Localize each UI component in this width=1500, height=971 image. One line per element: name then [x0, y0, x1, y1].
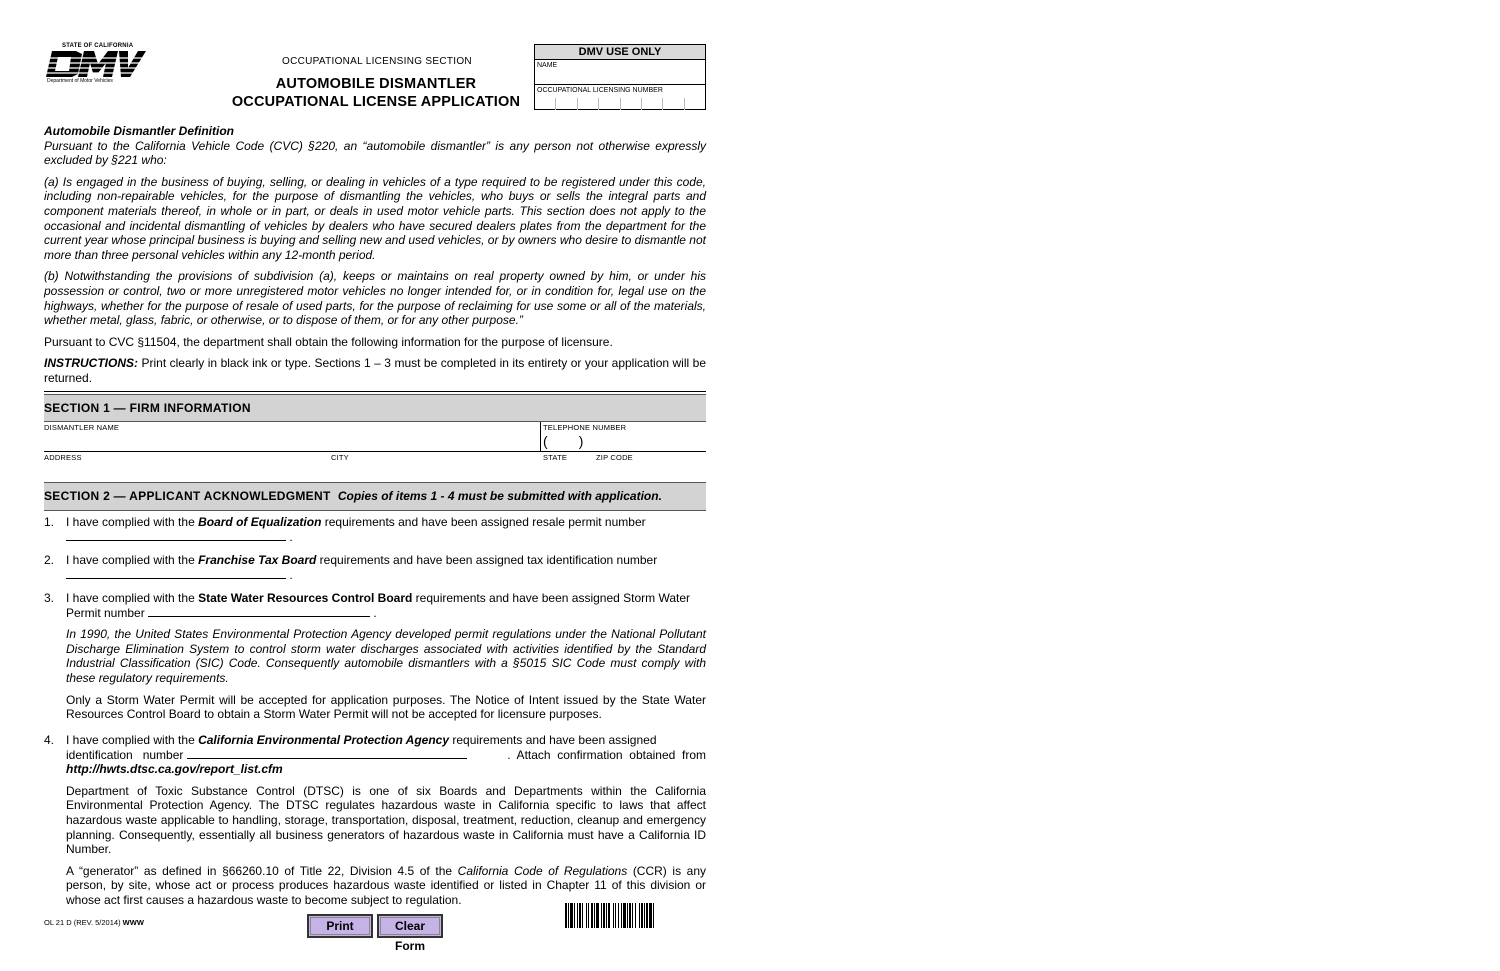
barcode-bar: [618, 903, 619, 928]
item-number: 4.: [44, 733, 55, 747]
item4-generator-note: [66, 864, 706, 908]
tax-id-input[interactable]: [66, 568, 286, 579]
item4-attach-text: . Attach confirmation obtained from: [507, 747, 706, 762]
section-heading: OCCUPATIONAL LICENSING SECTION: [282, 56, 472, 67]
item1-agency: Board of Equalization: [198, 515, 322, 529]
barcode-bar: [639, 903, 640, 928]
barcode-bar: [649, 903, 652, 928]
definition-para-b: (b) Notwithstanding the provisions of subdivision (a), keeps or maintains on real property owned by him, or under his possession or control, two or more unregistered motor vehicles no longer intended for, or in condition for, legal use on the highways, whether for the purpose of resale of used parts, for the purpose of reclaiming for use some or all of the materials, whether metal, glass, fabric, or otherwise, or to dispose of them, or for any other purpose.”: [44, 269, 706, 328]
period: .: [289, 567, 293, 582]
barcode-bar: [586, 903, 587, 928]
www-mark: WWW: [122, 918, 144, 927]
city-label: CITY: [331, 453, 349, 462]
address-label: ADDRESS: [44, 453, 82, 462]
barcode-bar: [568, 903, 569, 928]
dmv-license-number-field[interactable]: [535, 85, 705, 110]
dtsc-report-link[interactable]: http://hwts.dtsc.ca.gov/report_list.cfm: [66, 762, 283, 777]
barcode-bar: [577, 903, 578, 928]
address-row-input[interactable]: [44, 452, 706, 478]
item2-text: I have complied with the: [66, 553, 199, 567]
item3-permit-note: Only a Storm Water Permit will be accepted for application purposes. The Notice of Intent issued by the State Water Resources Control Board to obtain a Storm Water Permit will not be accepted for licensure purposes.: [66, 692, 706, 722]
item2-text-end: requirements and have been assigned tax identification number: [316, 553, 658, 567]
instructions: [44, 356, 706, 385]
barcode-bar: [579, 903, 581, 928]
barcode-bar: [594, 903, 595, 928]
instructions-text: Print clearly in black ink or type. Sections 1 – 3 must be completed in its entirety or your application will be returned.: [44, 356, 706, 385]
dmv-name-field[interactable]: [535, 60, 705, 85]
item4-text-end: requirements and have been assigned: [449, 733, 657, 747]
item3-epa-note: In 1990, the United States Environmental Protection Agency developed permit regulations under the National Pollutant Discharge Elimination System to control storm water discharges associated with activities identified by the Standard Industrial Classification (SIC) Code. Consequently automobile dismantlers with a §5015 SIC Code must comply with these regulatory requirements.: [66, 627, 706, 685]
barcode-bar: [653, 903, 654, 928]
barcode-bar: [596, 903, 599, 928]
divider: [44, 391, 706, 392]
title-line-1: AUTOMOBILE DISMANTLER: [275, 76, 477, 92]
barcode-bar: [635, 903, 636, 928]
generator-text: A “generator” as defined in §66260.10 of Title 22, Division 4.5 of the: [66, 863, 458, 878]
item3-permit-label: Permit number: [66, 605, 145, 620]
item2-agency: Franchise Tax Board: [198, 553, 317, 567]
dmv-use-only-box: [534, 44, 706, 110]
pursuant-text: Pursuant to CVC §11504, the department shall obtain the following information for the purpose of licensure.: [44, 334, 613, 349]
item-number: 3.: [44, 591, 55, 605]
barcode-bar: [591, 903, 593, 928]
section2-bar: [44, 482, 706, 511]
form-code: [44, 918, 144, 927]
item4-agency: California Environmental Protection Agency: [198, 733, 450, 747]
barcode-bar: [629, 903, 631, 928]
clear-form-button[interactable]: Clear Form: [377, 914, 443, 938]
definition-block: [44, 124, 706, 386]
barcode: [565, 903, 706, 928]
storm-water-permit-input[interactable]: [148, 606, 370, 617]
section1-bar: [44, 394, 706, 422]
item3-agency: State Water Resources Control Board: [198, 591, 413, 605]
item3-text: I have complied with the: [66, 591, 199, 605]
barcode-bar: [627, 903, 628, 928]
barcode-bar: [613, 903, 614, 928]
digit-boxes: [535, 98, 705, 110]
barcode-bar: [588, 903, 589, 928]
field-divider: [540, 422, 541, 452]
section1-title: SECTION 1 — FIRM INFORMATION: [44, 401, 251, 415]
item1-text-end: requirements and have been assigned resale permit number: [321, 515, 646, 529]
period: .: [289, 529, 293, 544]
acknowledgment-list: [44, 515, 707, 907]
barcode-bar: [603, 903, 605, 928]
logo-state-text: STATE OF CALIFORNIA: [62, 43, 134, 49]
page-title: [224, 75, 528, 111]
generator-text-end: (CCR) is any person, by site, whose act or process produces hazardous waste identified or listed in Chapter 11 of this division or whose act first causes a hazardous waste to become subject to regulation.: [66, 863, 707, 907]
item4-dtsc-note: Department of Toxic Substance Control (DTSC) is one of six Boards and Departments within the California Environmental Protection Agency. The DTSC regulates hazardous waste in California specific to laws that affect hazardous waste applicable to handling, storage, transportation, disposal, treatment, reduction, cleanup and emergency planning. Consequently, essentially all business generators of hazardous waste in California must have a California ID Number.: [66, 783, 706, 857]
section2-subtitle: Copies of items 1 - 4 must be submitted with application.: [337, 489, 662, 503]
barcode-bar: [632, 903, 633, 928]
barcode-bar: [646, 903, 648, 928]
definition-intro: Pursuant to the California Vehicle Code (CVC) §220, an “automobile dismantler” is any person not otherwise expressly excluded by §221 who:: [44, 138, 706, 168]
item-number: 1.: [44, 515, 55, 529]
barcode-bar: [606, 903, 607, 928]
form-revision: OL 21 D (REV. 5/2014): [44, 918, 121, 927]
ccr-title: California Code of Regulations: [457, 863, 628, 878]
barcode-bar: [644, 903, 645, 928]
barcode-bar: [574, 903, 575, 928]
logo-department-text: Department of Motor Vehicles: [47, 78, 113, 84]
telephone-input[interactable]: ( ): [543, 433, 584, 449]
barcode-bar: [570, 903, 573, 928]
period: .: [373, 605, 377, 620]
barcode-bar: [582, 903, 583, 928]
barcode-bar: [615, 903, 616, 928]
barcode-bar: [608, 903, 610, 928]
instructions-label: INSTRUCTIONS:: [44, 356, 138, 371]
dmv-use-only-heading: DMV USE ONLY: [535, 45, 705, 60]
definition-heading: Automobile Dismantler Definition: [44, 124, 235, 138]
zip-label: ZIP CODE: [596, 453, 633, 462]
title-line-2: OCCUPATIONAL LICENSE APPLICATION: [231, 94, 521, 110]
barcode-bar: [623, 903, 626, 928]
barcode-bar: [565, 903, 567, 928]
item4-id-label: identification number: [66, 747, 184, 762]
item1-text: I have complied with the: [66, 515, 199, 529]
dismantler-name-input[interactable]: [44, 422, 540, 451]
definition-para-a: (a) Is engaged in the business of buying, selling, or dealing in vehicles of a type required to be registered under this code, including non-repairable vehicles, for the purpose of dismantling the vehicles, who buys or sells the integral parts and component materials thereof, in whole or in part, or deals in used motor vehicle parts. This section does not apply to the occasional and incidental dismantling of vehicles by dealers who have secured dealers plates from the department for the current year whose principal business is buying and selling new and used vehicles, or by owners who desire to dismantle not more than three personal vehicles within any 12-month period.: [44, 174, 706, 262]
section2-title: SECTION 2 — APPLICANT ACKNOWLEDGMENT: [44, 489, 331, 503]
state-label: STATE: [543, 453, 568, 462]
dmv-license-number-label: OCCUPATIONAL LICENSING NUMBER: [537, 87, 663, 94]
item3-text-end: requirements and have been assigned Storm Water: [412, 591, 691, 605]
resale-permit-input[interactable]: [66, 530, 286, 541]
dmv-name-label: NAME: [537, 62, 558, 69]
cal-epa-id-input[interactable]: [187, 748, 467, 759]
print-button[interactable]: Print: [307, 914, 373, 938]
dismantler-name-label: DISMANTLER NAME: [44, 423, 120, 432]
barcode-bar: [621, 903, 622, 928]
telephone-label: TELEPHONE NUMBER: [543, 423, 627, 432]
barcode-bar: [601, 903, 602, 928]
item4-text: I have complied with the: [66, 733, 199, 747]
item-number: 2.: [44, 553, 55, 567]
barcode-bar: [641, 903, 643, 928]
